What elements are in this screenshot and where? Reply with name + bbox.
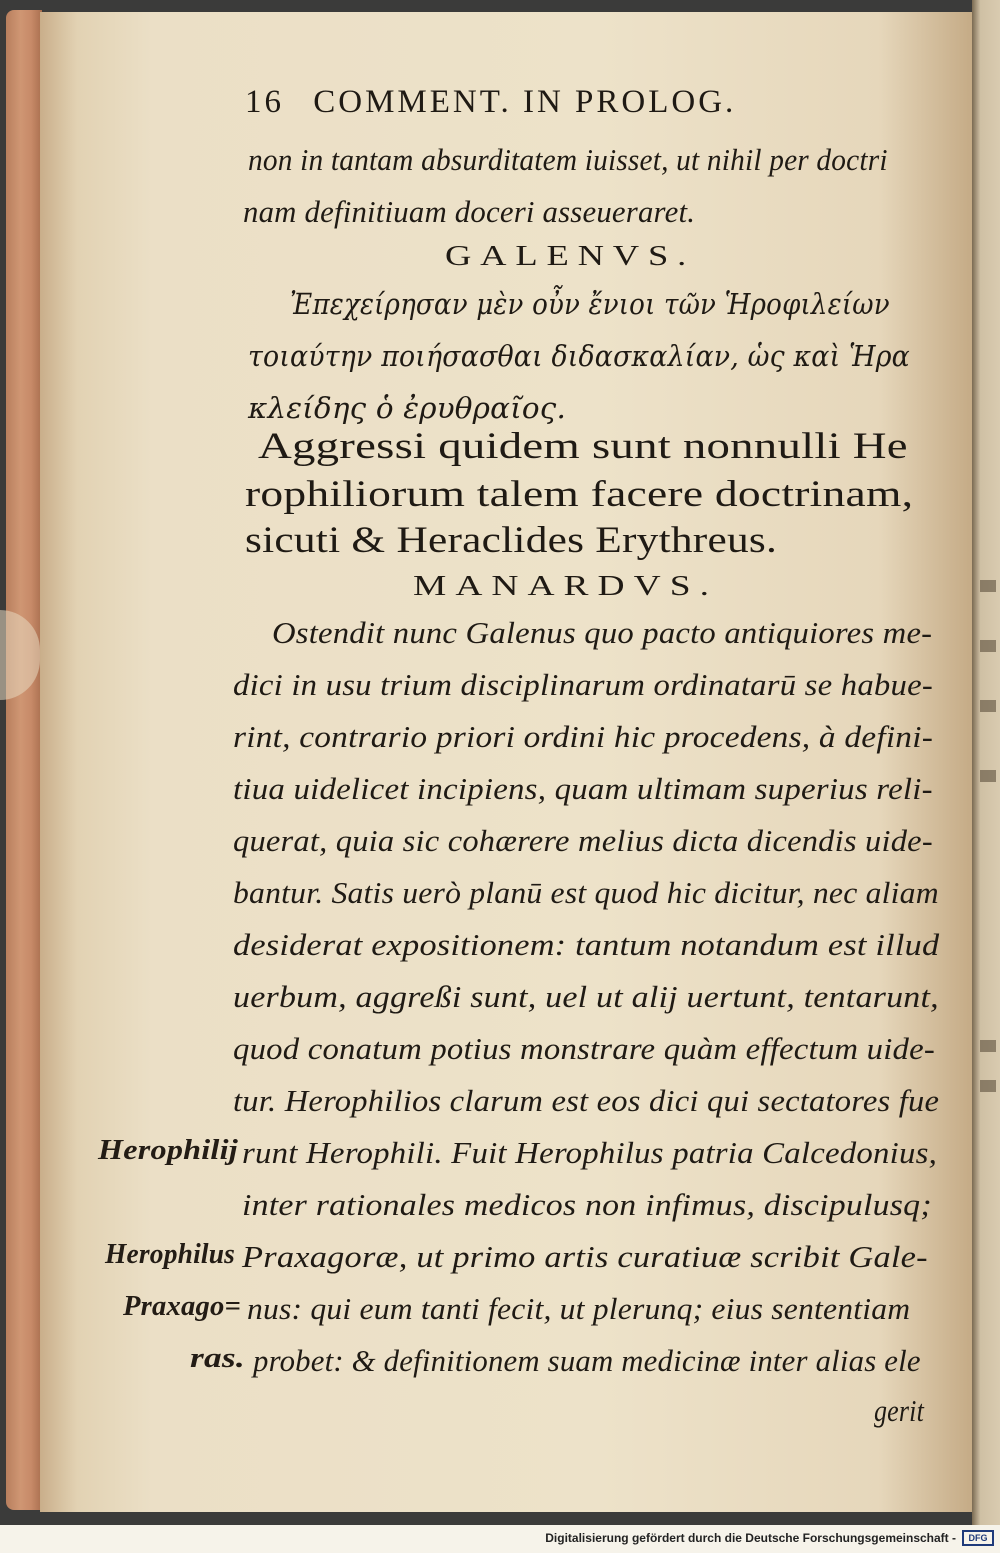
translation-line: sicuti & Heraclides Erythreus.: [245, 520, 778, 561]
text-line: Praxagoræ, ut primo artis curatiuæ scribit Gale-: [242, 1239, 928, 1274]
text-line: tur. Herophilios clarum est eos dici qui sectatores fue: [233, 1083, 940, 1118]
page-number: 16: [245, 84, 284, 120]
translation-line: rophiliorum talem facere doctrinam,: [245, 474, 914, 515]
running-head-title: COMMENT. IN PROLOG.: [313, 84, 737, 120]
dfg-logo: DFG: [962, 1530, 994, 1546]
text-line: quod conatum potius monstrare quàm effectum uide-: [233, 1031, 935, 1066]
book-page-edges: [6, 10, 42, 1510]
footer-bar: [0, 1525, 1000, 1553]
text-line: uerbum, aggreßi sunt, uel ut alij uertunt, tentarunt,: [233, 979, 939, 1014]
margin-note: Herophilus: [105, 1239, 236, 1270]
greek-text-line: τοιαύτην ποιήσασθαι διδασκαλίαν, ὡς καὶ Ἡρα: [248, 339, 910, 373]
margin-note: Herophilij: [98, 1135, 238, 1166]
text-line: rint, contrario priori ordini hic procedens, à defini-: [233, 719, 934, 754]
text-line: dici in usu trium disciplinarum ordinatarū se habue-: [233, 667, 933, 702]
text-line: querat, quia sic cohærere melius dicta dicendis uide-: [233, 823, 933, 858]
text-line: nus: qui eum tanti fecit, ut plerunq; eius sententiam: [247, 1291, 911, 1326]
section-heading-galenus: GALENVS.: [445, 240, 696, 272]
text-line: bantur. Satis uerò planū est quod hic dicitur, nec aliam: [233, 875, 939, 910]
text-line: nam definitiuam doceri asseueraret.: [243, 194, 696, 229]
text-line: inter rationales medicos non infimus, discipulusq;: [242, 1187, 932, 1222]
running-head: [245, 84, 736, 121]
text-line: tiua uidelicet incipiens, quam ultimam superius reli-: [233, 771, 933, 806]
greek-text-line: κλείδης ὁ ἐρυθραῖος.: [248, 391, 567, 425]
next-page-edge: [972, 0, 1000, 1525]
text-line: non in tantam absurditatem iuisset, ut nihil per doctri: [248, 142, 888, 177]
text-line: Ostendit nunc Galenus quo pacto antiquiores me-: [272, 615, 933, 650]
greek-text-line: Ἐπεχείρησαν μὲν οὖν ἔνιοι τῶν Ἡροφιλείων: [290, 287, 890, 321]
text-line: runt Herophili. Fuit Herophilus patria Calcedonius,: [242, 1135, 938, 1170]
margin-note: Praxago=: [123, 1291, 241, 1322]
text-line: desiderat expositionem: tantum notandum est illud: [233, 927, 940, 962]
footer-credit: Digitalisierung gefördert durch die Deutsche Forschungsgemeinschaft -: [545, 1531, 956, 1545]
text-line: probet: & definitionem suam medicinæ inter alias ele: [253, 1343, 921, 1378]
catchword: gerit: [874, 1393, 924, 1428]
book-page: [40, 12, 972, 1512]
margin-note: ras.: [190, 1343, 246, 1374]
section-heading-manardus: MANARDVS.: [413, 570, 718, 602]
translation-line: Aggressi quidem sunt nonnulli He: [258, 426, 908, 467]
